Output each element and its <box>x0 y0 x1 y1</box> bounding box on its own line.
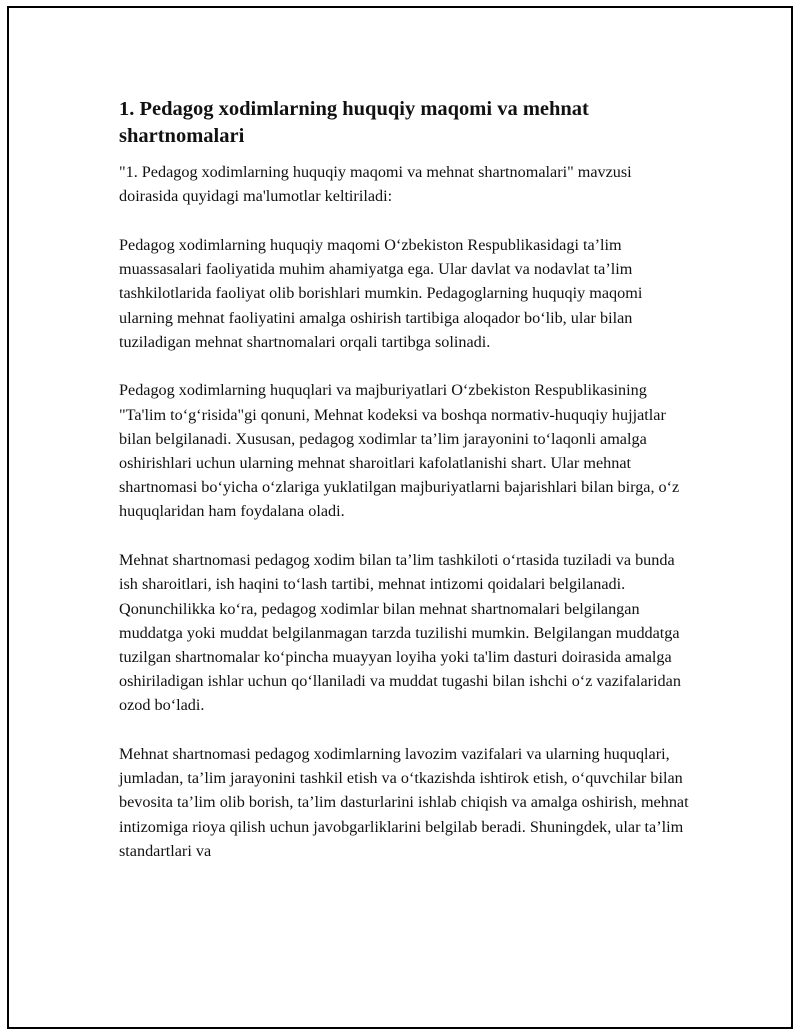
paragraph-rights-duties: Pedagog xodimlarning huquqlari va majburiyatlari O‘zbekiston Respublikasining "Ta'lim to‘g‘risida"gi qonuni, Mehnat kodeksi va boshqa normativ-huquqiy hujjatlar bilan belgilanadi. Xususan, pedagog xodimlar ta’lim jarayonini to‘laqonli amalga oshirishlari uchun ularning mehnat sharoitlari kafolatlanishi shart. Ular mehnat shartnomasi bo‘yicha o‘zlariga yuklatilgan majburiyatlarni bajarishlari bilan birga, o‘z huquqlaridan ham foydalana oladi. <box>119 381 680 521</box>
document-body <box>119 96 694 888</box>
paragraph-employment-contract: Mehnat shartnomasi pedagog xodim bilan ta’lim tashkiloti o‘rtasida tuziladi va bunda ish sharoitlari, ish haqini to‘lash tartibi, mehnat intizomi qoidalari belgilanadi. Qonunchilikka ko‘ra, pedagog xodimlar bilan mehnat shartnomalari belgilangan muddatga yoki muddat belgilanmagan tarzda tuzilishi mumkin. Belgilangan muddatga tuzilgan shartnomalar ko‘pincha muayyan loyiha yoki ta'lim dasturi doirasida amalga oshiriladigan ishlar uchun qo‘llaniladi va muddat tugashi bilan ishchi o‘z vazifalaridan ozod bo‘ladi. <box>119 551 681 715</box>
page-frame <box>7 6 793 1029</box>
document-title: 1. Pedagog xodimlarning huquqiy maqomi va mehnat shartnomalari <box>119 98 589 147</box>
paragraph-intro: "1. Pedagog xodimlarning huquqiy maqomi va mehnat shartnomalari" mavzusi doirasida quyidagi ma'lumotlar keltiriladi: <box>119 163 632 206</box>
paragraph-contract-duties: Mehnat shartnomasi pedagog xodimlarning lavozim vazifalari va ularning huquqlari, jumladan, ta’lim jarayonini tashkil etish va o‘tkazishda ishtirok etish, o‘quvchilar bilan bevosita ta’lim olib borish, ta’lim dasturlarini ishlab chiqish va amalga oshirish, mehnat intizomiga rioya qilish uchun javobgarliklarini belgilab beradi. Shuningdek, ular ta’lim standartlari va <box>119 745 689 860</box>
paragraph-legal-status: Pedagog xodimlarning huquqiy maqomi O‘zbekiston Respublikasidagi ta’lim muassasalari faoliyatida muhim ahamiyatga ega. Ular davlat va nodavlat ta’lim tashkilotlarida faoliyat olib borishlari mumkin. Pedagoglarning huquqiy maqomi ularning mehnat faoliyatini amalga oshirish tartibiga aloqador bo‘lib, ular bilan tuziladigan mehnat shartnomalari orqali tartibga solinadi. <box>119 235 643 351</box>
